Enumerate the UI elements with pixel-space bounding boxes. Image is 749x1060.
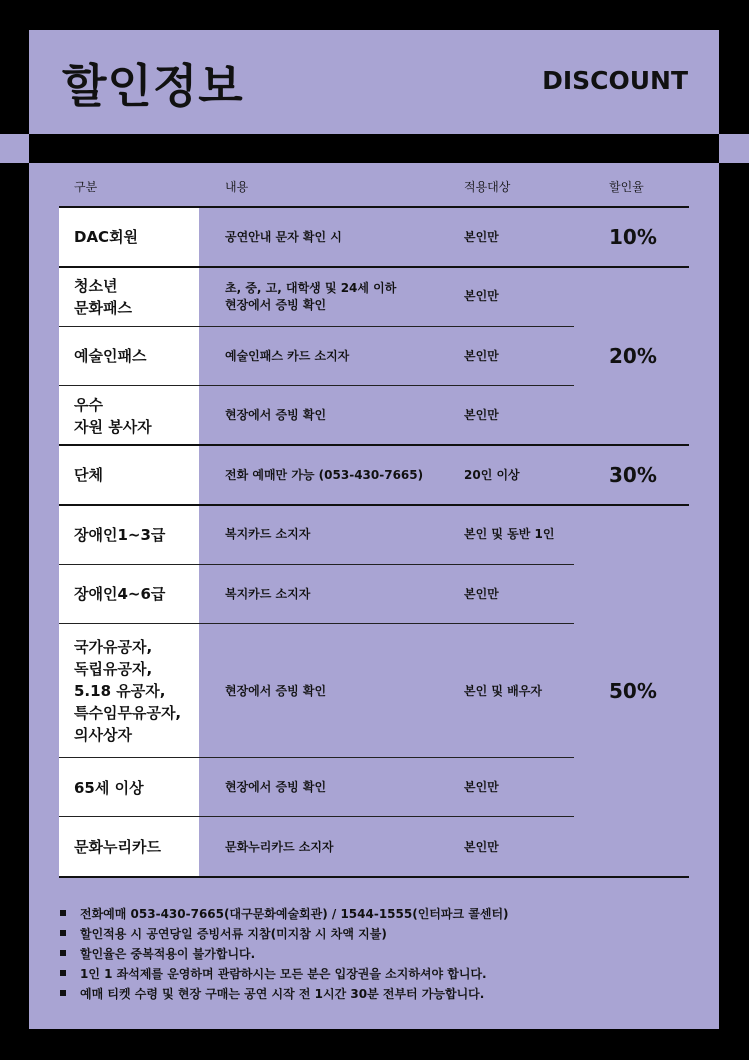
row-content: 현장에서 증빙 확인 [225,683,327,698]
note-item [59,903,699,923]
note-text: 예매 티켓 수령 및 현장 구매는 공연 시작 전 1시간 30분 전부터 가능합니다. [80,986,485,1001]
table-divider [59,444,689,446]
row-label: DAC회원 [59,207,199,267]
bullet-icon [60,910,66,916]
note-text: 할인적용 시 공연당일 증빙서류 지참(미지참 시 차액 지불) [80,926,387,941]
row-content: 문화누리카드 소지자 [225,839,334,854]
note-item [59,983,699,1003]
row-divider [59,564,574,565]
row-target: 본인만 [464,780,499,794]
row-content: 예술인패스 카드 소지자 [225,348,350,363]
col-header-content: 내용 [225,180,249,194]
row-target: 본인 및 동반 1인 [464,527,555,541]
row-content: 전화 예매만 가능 (053-430-7665) [225,467,424,482]
note-item [59,923,699,943]
page-title: 할인정보 [62,59,244,113]
row-target: 본인만 [464,289,499,303]
note-text: 할인율은 중복적용이 불가합니다. [80,946,256,961]
table-divider [59,266,689,268]
discount-rate: 10% [609,225,657,249]
row-label: 65세 이상 [59,758,199,817]
row-content: 공연안내 문자 확인 시 [225,229,342,244]
row-target: 본인만 [464,586,499,601]
row-target: 20인 이상 [464,467,520,482]
table-divider [59,504,689,506]
note-item [59,943,699,963]
row-target: 본인만 [464,348,499,363]
bullet-icon [60,970,66,976]
row-target: 본인만 [464,408,499,422]
note-text: 전화예매 053-430-7665(대구문화예술회관) / 1544-1555(인터파크 콜센터) [80,906,509,921]
row-target: 본인 및 배우자 [464,683,542,698]
row-label: 단체 [59,445,199,505]
col-header-rate: 할인율 [609,180,644,194]
row-content: 현장에서 증빙 확인 [225,780,327,794]
row-label: 국가유공자, 독립유공자, 5.18 유공자, 특수임무유공자, 의사상자 [59,624,199,758]
row-divider [59,326,574,327]
row-divider [59,816,574,817]
row-label: 장애인1~3급 [59,505,199,564]
row-divider [59,757,574,758]
table-divider [59,206,689,208]
row-content: 복지카드 소지자 [225,586,311,601]
col-header-category: 구분 [74,180,98,194]
row-label: 예술인패스 [59,326,199,386]
row-target: 본인만 [464,229,499,244]
row-label: 문화누리카드 [59,817,199,877]
col-header-target: 적용대상 [464,180,511,194]
bullet-icon [60,930,66,936]
row-label: 우수 자원 봉사자 [59,386,199,445]
row-label: 장애인4~6급 [59,564,199,624]
row-target: 본인만 [464,839,499,854]
bullet-icon [60,990,66,996]
row-divider [59,385,574,386]
page-title-english: DISCOUNT [542,66,688,95]
table-divider [59,876,689,878]
row-content: 복지카드 소지자 [225,527,311,541]
discount-rate: 20% [609,344,657,368]
row-content: 현장에서 증빙 확인 [225,408,327,422]
row-label: 청소년 문화패스 [59,267,199,326]
row-content: 초, 중, 고, 대학생 및 24세 이하 현장에서 증빙 확인 [225,280,397,312]
decor-square-right [719,134,749,163]
bullet-icon [60,950,66,956]
note-text: 1인 1 좌석제를 운영하며 관람하시는 모든 분은 입장권을 소지하셔야 합니다. [80,966,487,981]
discount-rate: 30% [609,463,657,487]
note-item [59,963,699,983]
row-divider [59,623,574,624]
notes-list [59,903,699,1003]
discount-rate: 50% [609,679,657,703]
decor-square-left [0,134,29,163]
